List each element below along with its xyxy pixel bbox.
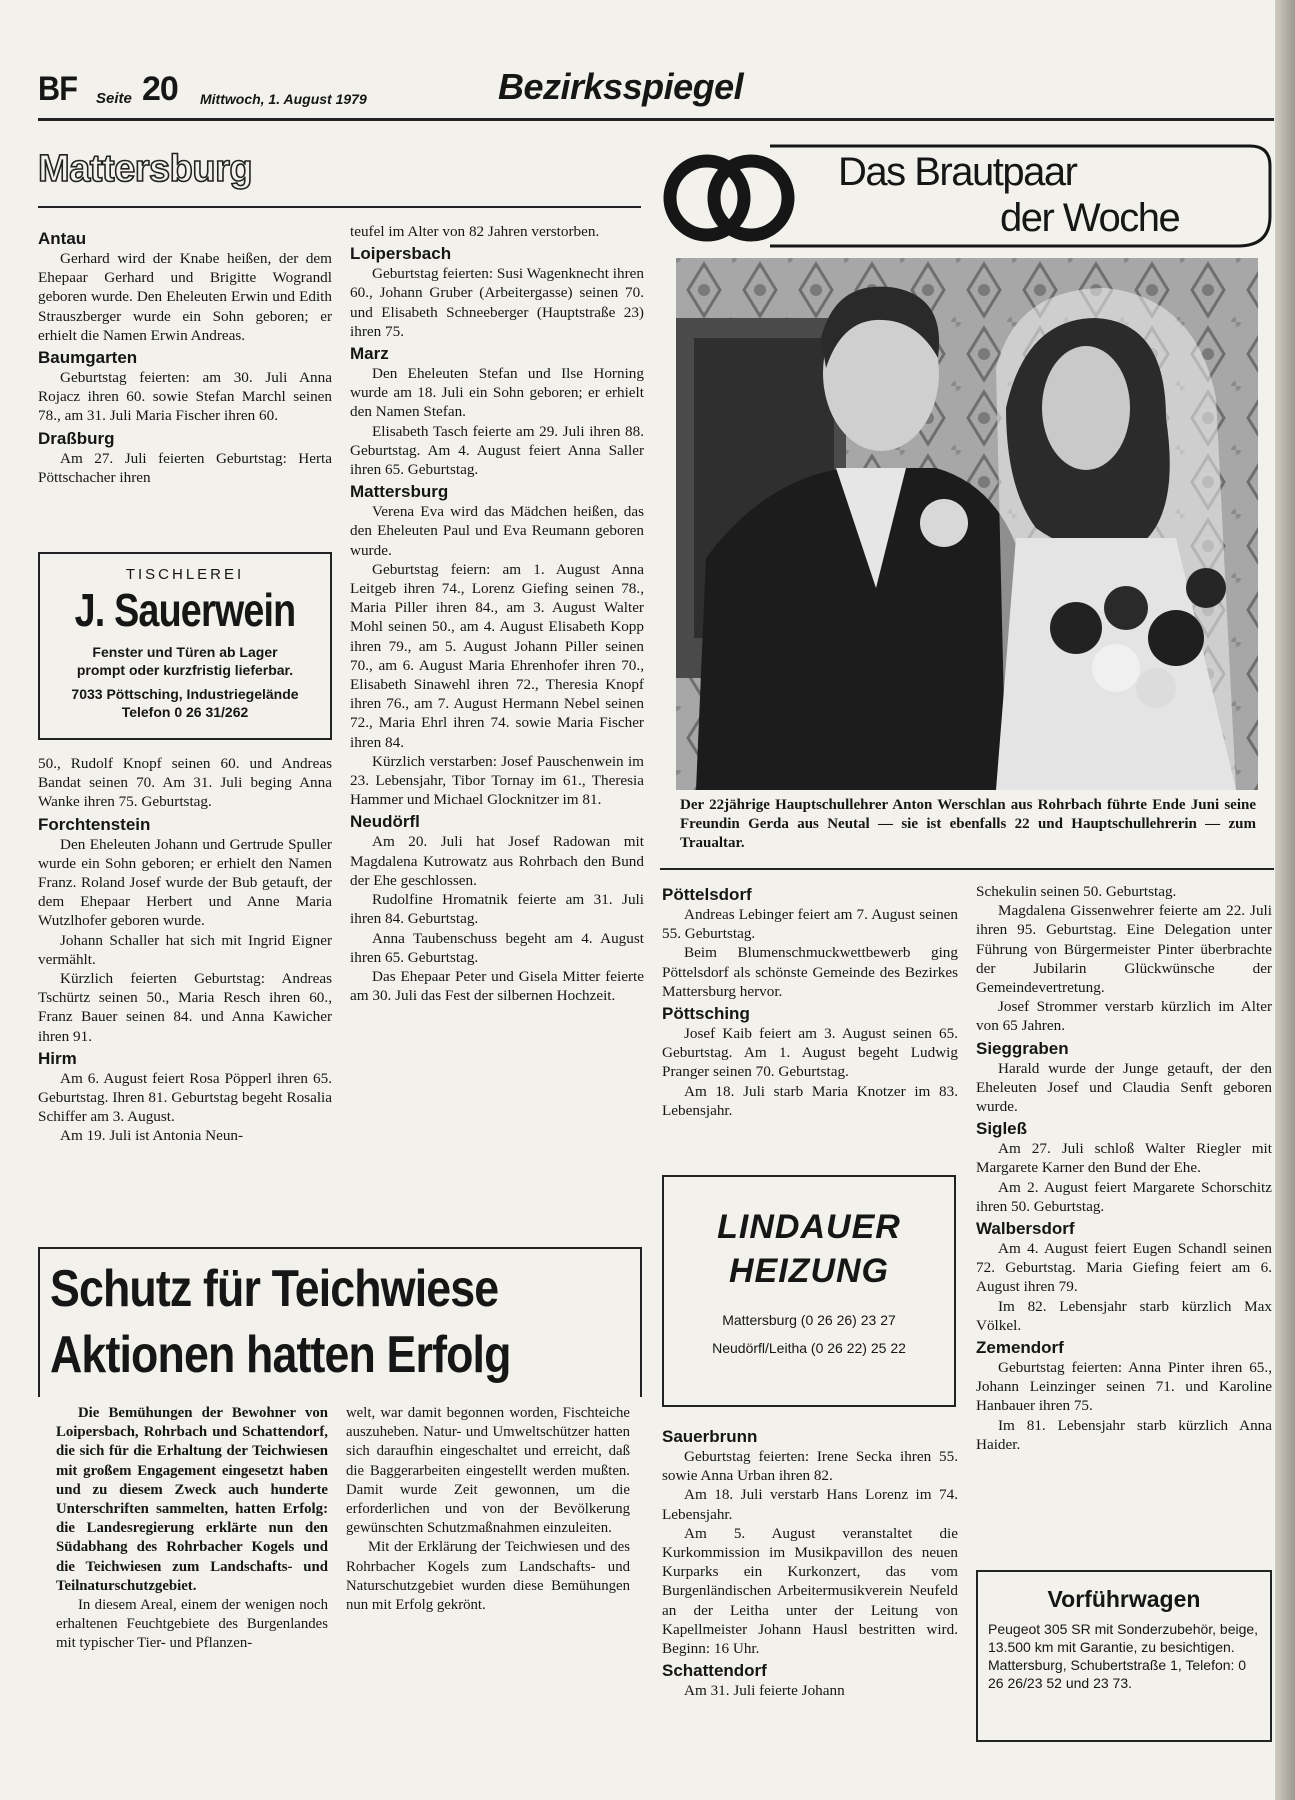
text-poettelsdorf-1: Andreas Lebinger feiert am 7. August seinen 55. Geburtstag. [662,906,958,943]
article-rule-top [38,1247,642,1249]
masthead-page-number: 20 [142,70,178,108]
article-rule-right [640,1247,642,1397]
heading-hirm: Hirm [38,1048,77,1068]
ad-lindauer [662,1175,956,1407]
heading-loipersbach: Loipersbach [350,244,452,264]
text-sieggraben: Harald wurde der Junge getauft, der den Eheleuten Josef und Claudia Senft geboren wurde. [976,1059,1272,1116]
text-walbersdorf-1: Am 4. August feiert Eugen Schandl seinen 72. Geburtstag. Maria Giefing feiert am 6. August ihren 79. [976,1240,1272,1296]
article-lead: Die Bemühungen der Bewohner von Loipersbach, Rohrbach und Schattendorf, die sich für die Erhaltung der Teichwiesen mit großem Engagement eingesetzt haben und zu diesem Zweck auch hunderte Unterschriften sammelten, hatten Erfolg: die Landesregierung erklärte nun den Südabhang des Rohrbacher Kogels und die Teichwiesen zum Landschafts- und Teilnaturschutzgebiet. [56,1405,328,1594]
heading-schattendorf: Schattendorf [662,1661,767,1681]
text-sauerbrunn-3: Am 5. August veranstaltet die Kurkommission im Musikpavillon des neuen Kurparks ein Kurkonzert, das vom Burgenländischen Arbeitermusikverein Neufeld an der Leitha unter der Leitung von Kapellmeister Johann Hausl bestritten wird. Beginn: 16 Uhr. [662,1524,958,1658]
text-forchtenstein-3: Kürzlich feierten Geburtstag: Andreas Tschürtz seinen 50., Maria Resch ihren 60., Franz Bauer seinen 84. und Anna Kawicher ihren 91. [38,970,332,1045]
text-marz-2: Elisabeth Tasch feierte am 29. Juli ihren 88. Geburtstag. Am 4. August feiert Anna Saller ihren 65. Geburtstag. [350,422,644,479]
masthead-date: Mittwoch, 1. August 1979 [200,91,367,107]
text-neudoerfl-2: Rudolfine Hromatnik feierte am 31. Juli ihren 84. Geburtstag. [350,891,644,928]
text-neudoerfl-3: Anna Taubenschuss begeht am 4. August ihren 65. Geburtstag. [350,929,644,966]
text-poettelsdorf-2: Beim Blumenschmuckwettbewerb ging Pöttelsdorf als schönste Gemeinde des Bezirkes Mattersburg hervor. [662,944,958,1000]
wedding-couple-photo [676,258,1258,790]
heading-baumgarten: Baumgarten [38,348,138,368]
text-neudoerfl-4: Das Ehepaar Peter und Gisela Mitter feierte am 30. Juli das Fest der silbernen Hochzeit. [350,967,644,1005]
text-mattersburg-1: Verena Eva wird das Mädchen heißen, das den Eheleuten Paul und Eva Reumann geboren wurde. [350,503,644,559]
ad-sauerwein [38,552,332,740]
text-neudoerfl-1: Am 20. Juli hat Josef Radowan mit Magdalena Kutrowatz aus Rohrbach den Bund der Ehe geschlossen. [350,833,644,889]
text-baumgarten: Geburtstag feierten: am 30. Juli Anna Rojacz ihren 60. sowie Stefan Marchl seinen 78., am 31. Juli Maria Fischer ihren 60. [38,369,332,425]
text-sigless-2: Am 2. August feiert Margarete Schorschitz ihren 50. Geburtstag. [976,1178,1272,1215]
heading-poettelsdorf: Pöttelsdorf [662,885,752,904]
article-p2: Mit der Erklärung der Teichwiesen und des Rohrbacher Kogels zum Landschafts- und Naturschutzgebiet wurden diese Bemühungen nun mit Erfolg gekrönt. [346,1539,630,1614]
heading-walbersdorf: Walbersdorf [976,1219,1075,1239]
column-4 [976,882,1272,1454]
text-drassburg-cont: 50., Rudolf Knopf seinen 60. und Andreas Bandat seinen 70. Am 31. Juli beging Anna Wanke ihren 75. Geburtstag. [38,755,332,811]
caption-rule [660,868,1274,870]
region-logo: Mattersburg [38,148,253,190]
text-hirm-2: Am 19. Juli ist Antonia Neun- [60,1127,244,1145]
column-3-top [662,882,958,1120]
article-p1: In diesem Areal, einem der wenigen noch erhaltenen Feuchtgebiete des Burgenlandes mit typischer Tier- und Pflanzen- [56,1597,328,1652]
text-schattendorf-2: Magdalena Gissenwehrer feierte am 22. Juli ihren 95. Geburtstag. Eine Delegation unter Führung von Bürgermeister Pinter überbrachte der Jubilarin Glückwünsche der Gemeindevertretung. [976,902,1272,997]
article-headline-2: Aktionen hatten Erfolg [50,1326,511,1384]
article-rule-left [38,1247,40,1397]
ad-sauerwein-line1: Fenster und Türen ab Lager [92,644,278,660]
article-column-1 [56,1404,328,1654]
photo-caption: Der 22jährige Hauptschullehrer Anton Werschlan aus Rohrbach führte Ende Juni seine Freundin Gerda aus Neutal — sie ist ebenfalls 22 und Hauptschullehrerin — zum Traualtar. [680,797,1256,851]
brautpaar-title-1: Das Brautpaar [838,150,1077,194]
text-sigless-1: Am 27. Juli schloß Walter Riegler mit Margarete Karner den Bund der Ehe. [976,1140,1272,1177]
ad-vorfuehrwagen-title: Vorführwagen [1047,1586,1201,1612]
text-poettsching-2: Am 18. Juli starb Maria Knotzer im 83. Lebensjahr. [662,1082,958,1119]
region-rule [38,206,641,208]
ad-lindauer-title-2: HEIZUNG [729,1252,889,1290]
ad-vorfuehrwagen-text: Peugeot 305 SR mit Sonderzubehör, beige, 13.500 km mit Garantie, zu besichtigen. Mattersburg, Schubertstraße 1, Telefon: 0 26 26/23 52 und 23 73. [988,1621,1259,1691]
ad-lindauer-title-1: LINDAUER [717,1208,901,1246]
article-headline-1: Schutz für Teichwiese [50,1260,499,1318]
ad-lindauer-line1: Mattersburg (0 26 26) 23 27 [722,1312,896,1328]
masthead-rule [38,118,1274,121]
heading-sigless: Sigleß [976,1119,1028,1139]
column-2 [350,222,644,1005]
ad-sauerwein-line3: 7033 Pöttsching, Industriegelände [71,686,299,702]
column-1-top [38,226,332,487]
ad-sauerwein-line2: prompt oder kurzfristig lieferbar. [76,662,294,678]
page-edge [1275,0,1295,1800]
heading-poettsching: Pöttsching [662,1004,750,1024]
text-zemendorf-1: Geburtstag feierten: Anna Pinter ihren 65., Johann Leinzinger seinen 71. und Karoline Hanbauer ihren 75. [976,1359,1272,1415]
text-forchtenstein-2: Johann Schaller hat sich mit Ingrid Eigner vermählt. [38,931,332,968]
text-mattersburg-3: Kürzlich verstarben: Josef Pauschenwein im 23. Lebensjahr, Tibor Tornay im 61., Theresia Hammer und Michael Glocknitzer im 81. [350,752,644,809]
heading-marz: Marz [350,344,389,364]
text-loipersbach: Geburtstag feierten: Susi Wagenknecht ihren 60., Johann Gruber (Arbeitergasse) seinen 70. und Elisabeth Schneeberger (Hauptstraße 23) ihren 75. [350,265,644,340]
text-sauerbrunn-2: Am 18. Juli verstarb Hans Lorenz im 74. Lebensjahr. [662,1486,958,1523]
text-forchtenstein-1: Den Eheleuten Johann und Gertrude Spuller wurde ein Sohn geboren; er erhielt den Namen Franz. Roland Josef wurde der Bub getauft, der dem Ehepaar Herbert und Anne Maria Wutzlhofer geboren wurde. [38,835,332,930]
ad-sauerwein-name: J. Sauerwein [74,584,296,636]
text-schattendorf-3: Josef Strommer verstarb kürzlich im Alter von 65 Jahren. [976,998,1272,1035]
heading-sauerbrunn: Sauerbrunn [662,1427,758,1446]
text-walbersdorf-2: Im 82. Lebensjahr starb kürzlich Max Völkel. [976,1297,1272,1334]
text-marz-1: Den Eheleuten Stefan und Ilse Horning wurde am 18. Juli ein Sohn geboren; er erhielt den Namen Stefan. [350,365,644,421]
ad-lindauer-line2: Neudörfl/Leitha (0 26 22) 25 22 [712,1340,906,1356]
text-hirm-cont: teufel im Alter von 82 Jahren verstorben. [350,223,600,240]
text-schattendorf-1: Am 31. Juli feierte Johann [684,1682,845,1700]
heading-neudoerfl: Neudörfl [350,812,420,832]
heading-antau: Antau [38,229,87,248]
heading-zemendorf: Zemendorf [976,1338,1064,1358]
column-1-bottom [38,754,332,1146]
text-sauerbrunn-1: Geburtstag feierten: Irene Secka ihren 55. sowie Anna Urban ihren 82. [662,1448,958,1485]
heading-forchtenstein: Forchtenstein [38,814,151,834]
ad-vorfuehrwagen [976,1570,1272,1742]
ad-sauerwein-top: TISCHLEREI [125,566,245,583]
brautpaar-title-2: der Woche [1000,196,1180,240]
masthead-seite-label: Seite [96,90,132,107]
ad-sauerwein-line4: Telefon 0 26 31/262 [121,704,249,720]
text-schattendorf-cont: Schekulin seinen 50. Geburtstag. [976,883,1177,900]
masthead-section: Bezirksspiegel [498,66,744,107]
heading-drassburg: Draßburg [38,428,115,448]
text-hirm-1: Am 6. August feiert Rosa Pöpperl ihren 65. Geburtstag. Ihren 81. Geburtstag begeht Rosalia Schiffer am 3. August. [38,1069,332,1126]
article-column-2 [346,1404,630,1615]
text-drassburg: Am 27. Juli feierten Geburtstag: Herta Pöttschacher ihren [38,449,332,486]
text-antau: Gerhard wird der Knabe heißen, der dem Ehepaar Gerhard und Brigitte Wograndl geboren wurde. Den Eheleuten Erwin und Edith Strauszberger wurde ein Sohn geboren; er erhielt die Namen Erwin Andreas. [38,250,332,344]
text-poettsching-1: Josef Kaib feiert am 3. August seinen 65. Geburtstag. Am 1. August begeht Ludwig Pranger seinen 70. Geburtstag. [662,1025,958,1081]
column-3-bottom [662,1424,958,1700]
heading-mattersburg: Mattersburg [350,482,449,502]
heading-sieggraben: Sieggraben [976,1038,1069,1058]
text-mattersburg-2: Geburtstag feiern: am 1. August Anna Leitgeb ihren 74., Lorenz Giefing seinen 78., Maria Piller ihren 84., am 3. August Walter Mohl seinen 50., am 4. August Elisabeth Kopp ihren 79., am 5. August Johann Piller seinen 70., am 6. August Maria Ehrenhofer ihren 70., Elisabeth Sinawehl ihren 72., Theresia Knopf ihren 76., am 7. August Hermann Nebel seinen 72., Maria Ehrl ihren 74. sowie Maria Fischer ihren 84. [350,560,644,751]
article-p1-cont: welt, war damit begonnen worden, Fischteiche auszuheben. Natur- und Umweltschützer hatten sich daraufhin eingeschaltet und erreicht, daß die Baggerarbeiten eingestellt werden mußten. Damit wurde Zeit gewonnen, um die erforderlichen und von der Bevölkerung gewünschten Schutzmaßnahmen einzuleiten. [346,1405,630,1537]
masthead-paper: BF [38,70,77,108]
text-zemendorf-2: Im 81. Lebensjahr starb kürzlich Anna Haider. [976,1416,1272,1453]
